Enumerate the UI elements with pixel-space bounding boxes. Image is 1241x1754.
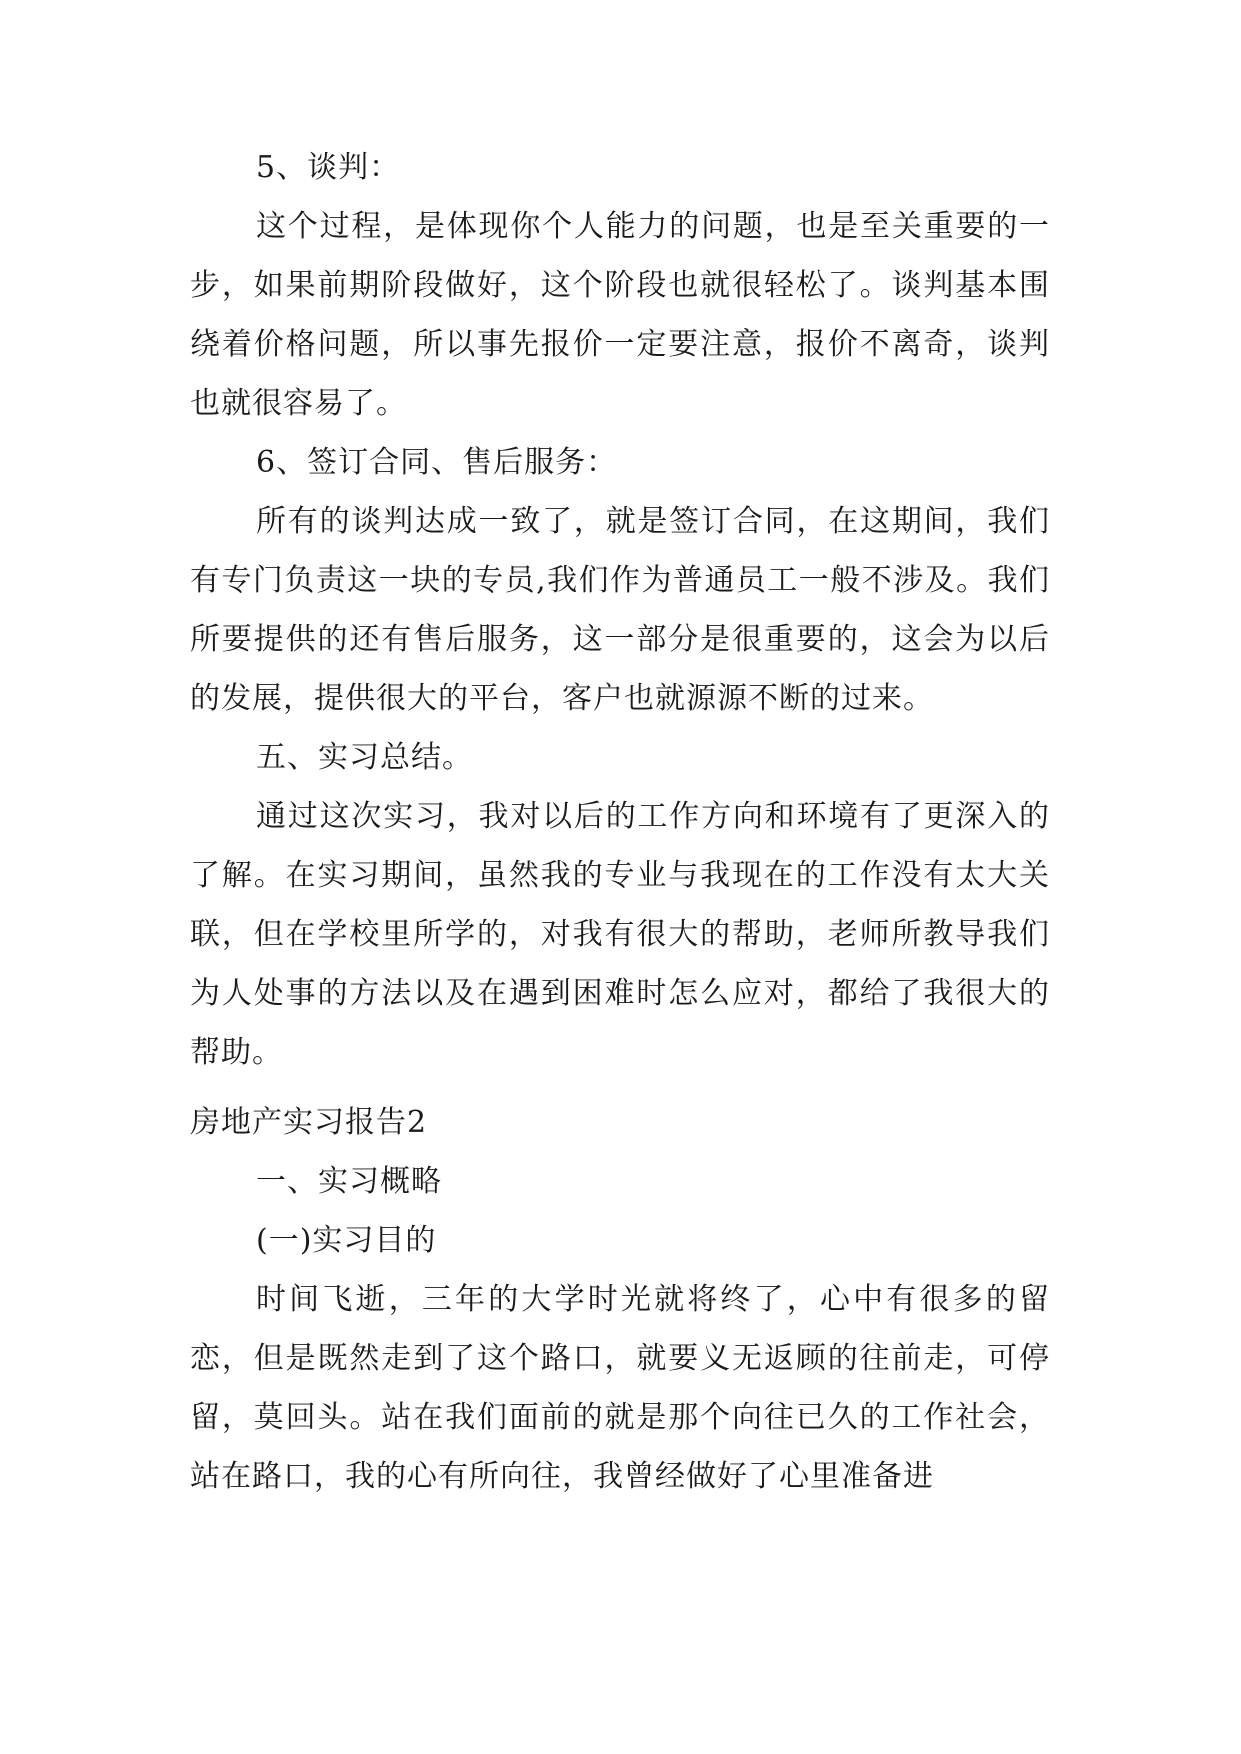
- heading-internship-purpose: (一)实习目的: [256, 1223, 437, 1258]
- report2-section: [190, 1093, 1050, 1506]
- report1-tail-section: [190, 138, 1050, 1082]
- paragraph-negotiation: 这个过程，是体现你个人能力的问题，也是至关重要的一步，如果前期阶段做好，这个阶段也就很轻松了。谈判基本围绕着价格问题，所以事先报价一定要注意，报价不离奇，谈判也就很容易了。: [190, 209, 1050, 421]
- report2-title: 房地产实习报告2: [190, 1105, 428, 1140]
- paragraph-internship-purpose: 时间飞逝，三年的大学时光就将终了，心中有很多的留恋，但是既然走到了这个路口，就要义无返顾的往前走，可停留，莫回头。站在我们面前的就是那个向往已久的工作社会，站在路口，我的心有所向往，我曾经做好了心里准备进: [190, 1282, 1050, 1494]
- paragraph-internship-summary: 通过这次实习，我对以后的工作方向和环境有了更深入的了解。在实习期间，虽然我的专业与我现在的工作没有太大关联，但在学校里所学的，对我有很大的帮助，老师所教导我们为人处事的方法以及在遇到困难时怎么应对，都给了我很大的帮助。: [190, 799, 1050, 1070]
- paragraph-contract-service: 所有的谈判达成一致了，就是签订合同，在这期间，我们有专门负责这一块的专员,我们作为普通员工一般不涉及。我们所要提供的还有售后服务，这一部分是很重要的，这会为以后的发展，提供很大的平台，客户也就源源不断的过来。: [190, 504, 1050, 716]
- heading-contract-service: 6、签订合同、售后服务：: [256, 445, 618, 480]
- heading-internship-overview: 一、实习概略: [256, 1164, 442, 1199]
- heading-negotiation: 5、谈判：: [256, 150, 401, 185]
- heading-internship-summary: 五、实习总结。: [256, 740, 473, 775]
